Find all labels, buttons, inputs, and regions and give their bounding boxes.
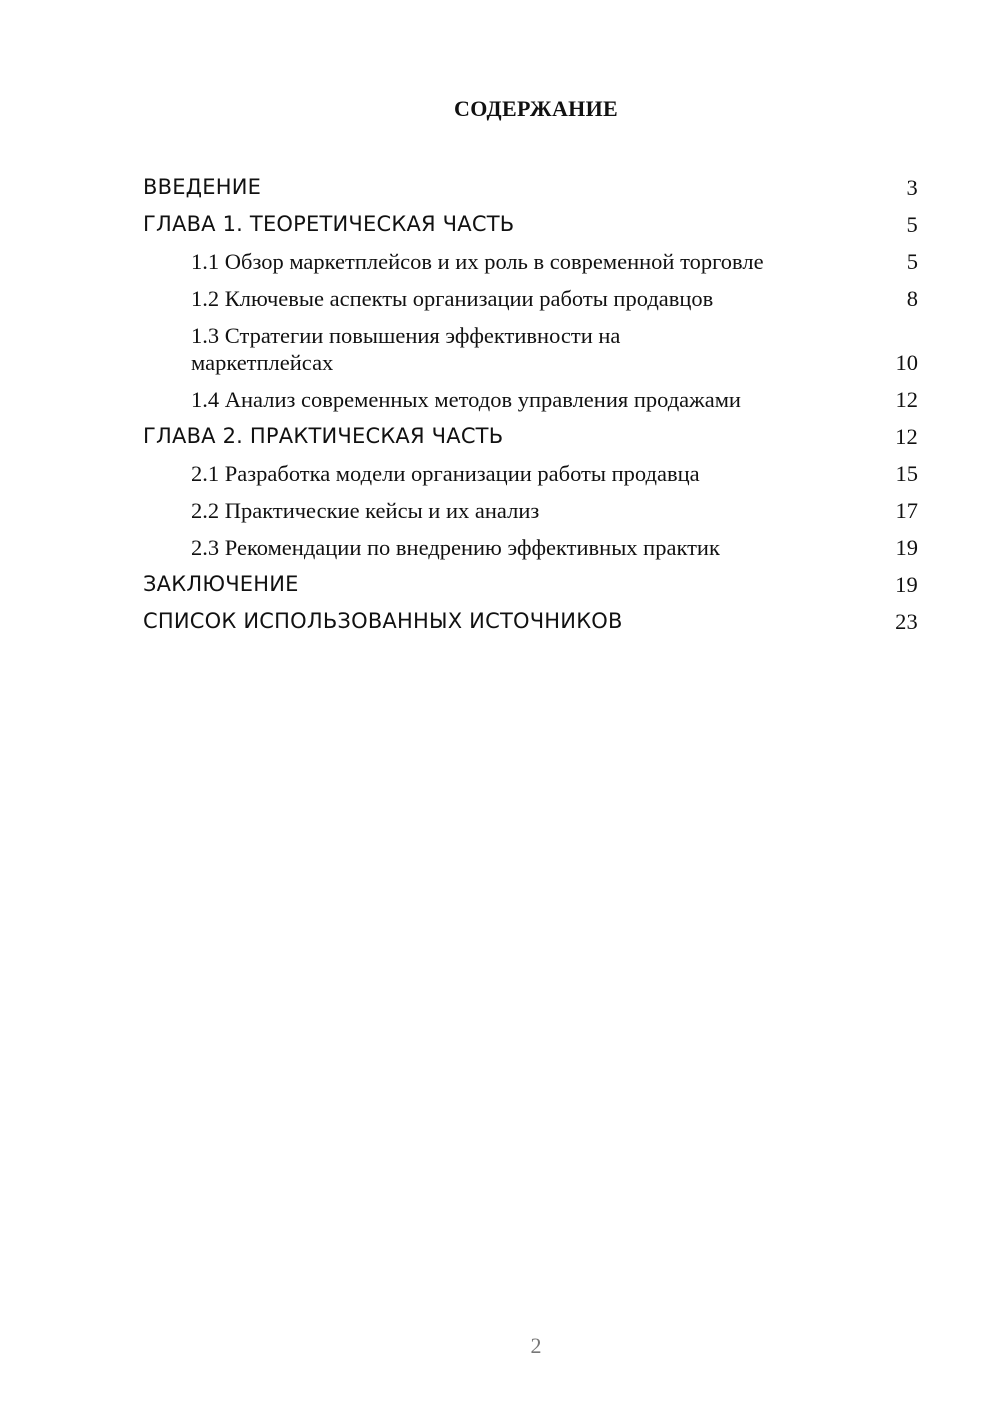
toc-entry-label: ГЛАВА 2. ПРАКТИЧЕСКАЯ ЧАСТЬ <box>143 424 504 448</box>
toc-entry-label: 1.4 Анализ современных методов управления продажами <box>191 387 741 412</box>
page-number: 2 <box>530 1333 542 1358</box>
toc-entry-label: 2.1 Разработка модели организации работы продавца <box>191 461 700 486</box>
toc-entry-section-2-3[interactable] <box>143 528 918 565</box>
toc-entry-label: СПИСОК ИСПОЛЬЗОВАННЫХ ИСТОЧНИКОВ <box>143 609 623 633</box>
toc-entry-label: ГЛАВА 1. ТЕОРЕТИЧЕСКАЯ ЧАСТЬ <box>143 212 515 236</box>
toc-entry-chapter-1[interactable] <box>143 205 918 242</box>
toc-entry-page: 3 <box>906 175 918 200</box>
toc-entry-section-1-4[interactable] <box>143 380 918 417</box>
toc-entry-page: 12 <box>895 424 918 449</box>
toc-entry-label: 2.3 Рекомендации по внедрению эффективных практик <box>191 535 720 560</box>
toc-entry-page: 10 <box>895 350 918 375</box>
table-of-contents <box>143 168 918 639</box>
toc-entry-page: 15 <box>895 461 918 486</box>
toc-entry-section-2-1[interactable] <box>143 454 918 491</box>
toc-entry-section-1-3[interactable] <box>143 316 918 380</box>
toc-entry-label: 1.3 Стратегии повышения эффективности на маркетплейсах <box>191 323 621 375</box>
toc-entry-section-2-2[interactable] <box>143 491 918 528</box>
toc-entry-introduction[interactable] <box>143 168 918 205</box>
toc-entry-page: 5 <box>906 249 918 274</box>
toc-entry-label: 1.1 Обзор маркетплейсов и их роль в современной торговле <box>191 249 764 274</box>
toc-entry-page: 5 <box>906 212 918 237</box>
toc-entry-page: 23 <box>895 609 918 634</box>
toc-entry-page: 19 <box>895 535 918 560</box>
toc-entry-page: 19 <box>895 572 918 597</box>
page-title: СОДЕРЖАНИЕ <box>454 96 618 121</box>
toc-entry-chapter-2[interactable] <box>143 417 918 454</box>
toc-entry-label: ЗАКЛЮЧЕНИЕ <box>143 572 299 596</box>
toc-entry-section-1-1[interactable] <box>143 242 918 279</box>
toc-entry-section-1-2[interactable] <box>143 279 918 316</box>
toc-entry-references[interactable] <box>143 602 918 639</box>
toc-entry-page: 12 <box>895 387 918 412</box>
toc-entry-conclusion[interactable] <box>143 565 918 602</box>
toc-entry-label: 2.2 Практические кейсы и их анализ <box>191 498 540 523</box>
toc-entry-label: 1.2 Ключевые аспекты организации работы продавцов <box>191 286 714 311</box>
toc-entry-page: 17 <box>895 498 918 523</box>
toc-entry-page: 8 <box>906 286 918 311</box>
toc-entry-label: ВВЕДЕНИЕ <box>143 175 262 199</box>
